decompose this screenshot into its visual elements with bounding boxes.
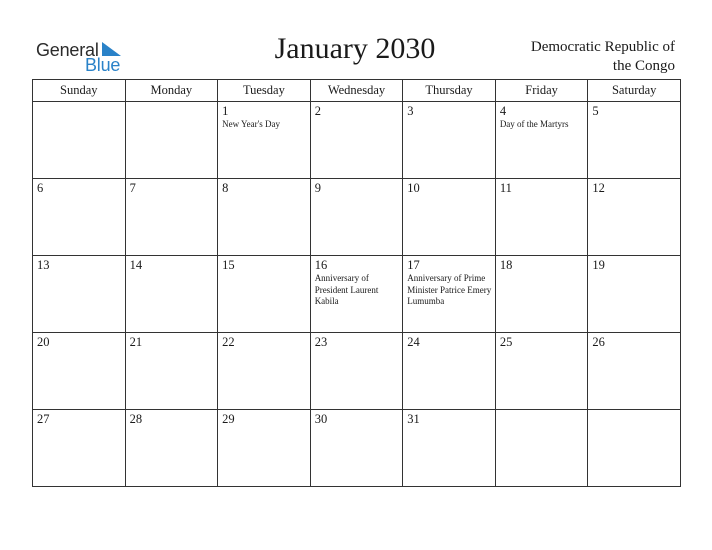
day-cell [310,179,403,256]
week-row-1 [33,102,681,179]
day-number: 16 [314,258,328,272]
generalblue-logo [36,38,136,78]
day-cell [125,333,218,410]
day-cell [495,179,588,256]
day-number: 25 [499,335,513,349]
weekday-header-saturday: Saturday [588,80,681,102]
day-number: 24 [407,335,420,349]
day-cell [310,256,403,333]
day-number: 19 [592,258,605,272]
day-cell [495,410,588,487]
day-number: 15 [222,258,235,272]
day-number: 5 [592,104,599,118]
calendar-grid [32,79,681,487]
day-cell [125,179,218,256]
day-number: 23 [314,335,328,349]
day-number: 21 [129,335,143,349]
day-cell [218,256,311,333]
region-name [475,38,675,76]
day-cell [495,333,588,410]
day-number: 14 [129,258,143,272]
day-cell [588,256,681,333]
day-number: 13 [37,258,50,272]
day-number: 17 [407,258,420,272]
day-cell [33,410,126,487]
day-cell [310,102,403,179]
logo-word-general: General [36,40,99,60]
day-cell [403,333,496,410]
weekday-header-tuesday: Tuesday [218,80,311,102]
day-cell [588,333,681,410]
day-cell [588,102,681,179]
week-row-4 [33,333,681,410]
week-row-2 [33,179,681,256]
day-cell [310,410,403,487]
calendar-title: January 2030 [274,32,436,65]
day-number: 3 [407,104,414,118]
day-number: 30 [314,412,328,426]
day-number: 22 [222,335,235,349]
day-number: 9 [314,181,321,195]
holiday-label: Anniversary of Prime Minister Patrice Emery Lumumba [407,273,492,306]
day-number: 1 [222,104,229,118]
day-number: 11 [499,181,512,195]
day-cell [588,179,681,256]
weekday-header-friday: Friday [495,80,588,102]
day-cell [403,410,496,487]
weekday-header-wednesday: Wednesday [310,80,403,102]
day-number: 8 [222,181,229,195]
day-number: 20 [37,335,50,349]
week-row-5 [33,410,681,487]
day-number: 27 [37,412,50,426]
holiday-label: New Year's Day [222,119,280,129]
day-cell [125,102,218,179]
day-cell [33,179,126,256]
day-cell [33,256,126,333]
day-cell [218,102,311,179]
day-cell [588,410,681,487]
day-number: 26 [592,335,605,349]
day-cell [33,102,126,179]
day-number: 31 [407,412,420,426]
week-row-3 [33,256,681,333]
day-number: 6 [37,181,44,195]
day-cell [403,179,496,256]
day-number: 12 [592,181,605,195]
day-number: 28 [129,412,143,426]
weekday-header-sunday: Sunday [33,80,126,102]
weekday-header-thursday: Thursday [403,80,496,102]
weekday-header-monday: Monday [125,80,218,102]
day-cell [310,333,403,410]
day-cell [495,102,588,179]
day-number: 10 [407,181,420,195]
day-cell [33,333,126,410]
day-cell [403,102,496,179]
day-cell [495,256,588,333]
logo-word-blue: Blue [85,55,121,75]
day-number: 18 [499,258,513,272]
day-cell [218,333,311,410]
day-number: 29 [222,412,235,426]
holiday-label: Anniversary of President Laurent Kabila [314,273,379,306]
day-cell [125,410,218,487]
day-cell [218,410,311,487]
weekday-header-row [33,80,681,102]
day-cell [125,256,218,333]
holiday-label: Day of the Martyrs [499,119,569,129]
day-cell [403,256,496,333]
day-number: 4 [499,104,507,118]
day-cell [218,179,311,256]
region-line-2: the Congo [612,58,675,74]
day-number: 2 [314,104,321,118]
region-line-1: Democratic Republic of [530,39,675,55]
day-number: 7 [129,181,136,195]
